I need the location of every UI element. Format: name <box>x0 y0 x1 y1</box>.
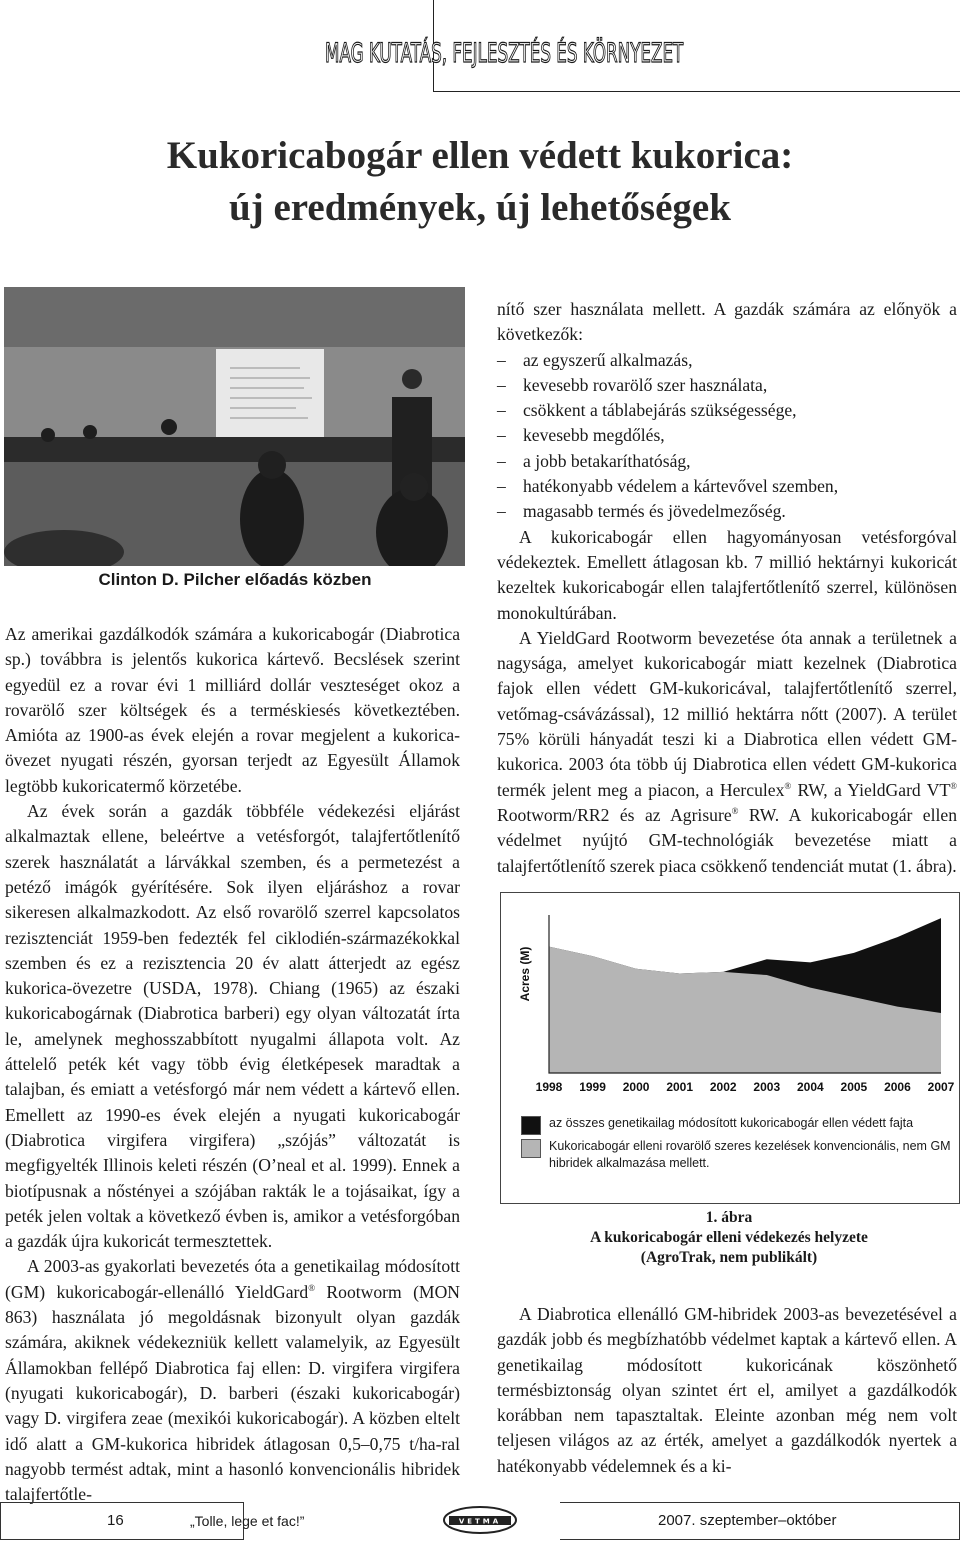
issue-date: 2007. szeptember–október <box>560 1502 960 1540</box>
area-chart <box>501 893 959 1108</box>
figure-number: 1. ábra <box>705 1209 753 1226</box>
list-item: – magasabb termés és jövedelmezőség. <box>497 499 957 524</box>
article-title <box>100 130 860 234</box>
list-item: – az egyszerű alkalmazás, <box>497 348 957 373</box>
x-tick-label: 2005 <box>840 1080 868 1094</box>
figure-caption <box>500 1208 958 1268</box>
article-title-line1: Kukoricabogár ellen védett kukorica: <box>166 134 794 177</box>
right-column <box>497 297 957 879</box>
benefits-list <box>497 348 957 525</box>
legend-label-gm: az összes genetikailag módosított kukoricabogár ellen védett fajta <box>549 1116 914 1130</box>
registered-mark: ® <box>950 780 957 791</box>
list-item: – a jobb betakaríthatóság, <box>497 449 957 474</box>
list-item: – hatékonyabb védelem a kártevővel szemben, <box>497 474 957 499</box>
x-tick-label: 2007 <box>927 1080 955 1094</box>
legend-entry-gm <box>521 1115 951 1132</box>
left-paragraph-2: Az évek során a gazdák többféle védekezési eljárást alkalmaztak ellene, beleértve a vetésforgót, talajfertőtlenítő szerek használatát a lárvákkal szemben, és a permetezést a petéző imágók gyérítésére. Sok ilyen eljáráshoz a rovar sikeresen alkalmazkodott. Az első rovarölő szerrel kapcsolatos rezisztenciát 1959-ben fedezték fel ciklodién-származékokkal szemben és ez a rezisztencia 20 év alatt átterjedt az egész kukorica-övezetre (USDA, 1978). Chiang (1965) az északi kukoricabogárnak (Diabrotica barberi) egy olyan változatát írta le, amelynek meghosszabbított nyugalmi állapota volt. Az áttelelő peték két vagy több évig életképesek maradtak a talajban, és emiatt a vetésforgó már nem védett a kártevő ellen. Emellett az 1990-es évek elején a nyugati kukoricabogár (Diabrotica virgifera virgifera) „szójás” változatát is megfigyelték Illinois keleti részén (O’neal et al. 1999). Ennek a biotípusnak a nőstényei a szójában rakták le a tojásaikat, így a peték jelen voltak a következő évben is, amikor a vetésforgóban a gazdák újra kukoricát termesztettek. <box>5 801 460 1252</box>
x-tick-label: 2003 <box>753 1080 781 1094</box>
x-tick-label: 2004 <box>796 1080 824 1094</box>
x-tick-label: 2001 <box>666 1080 694 1094</box>
right-bottom-text <box>497 1302 957 1479</box>
x-tick-label: 2002 <box>709 1080 737 1094</box>
right-paragraph-2: A kukoricabogár ellen hagyományosan vetésforgóval védekeztek. Emellett átlagosan kb. 7 millió hektárnyi kukoricát kezeltek kukoricabogár ellen talajfertőtlenítő szerrel, különösen monokultúrában. <box>497 526 957 623</box>
photo-caption: Clinton D. Pilcher előadás közben <box>98 570 372 589</box>
chart-figure <box>500 892 960 1204</box>
article-title-line2: új eredmények, új lehetőségek <box>229 186 731 229</box>
y-axis-label: Acres (M) <box>518 946 532 1002</box>
chart-legend <box>521 1115 951 1178</box>
header-horizontal-rule <box>433 91 960 92</box>
section-tag: MAG KUTATÁS, FEJLESZTÉS ÉS KÖRNYEZET <box>325 38 684 69</box>
left-paragraph-1: Az amerikai gazdálkodók számára a kukoricabogár (Diabrotica sp.) továbbra is jelentős kukorica kártevő. Becslések szerint egyedül ez a rovar évi 1 milliárd dollár veszteséget okoz a rovarölő szer költségek és a terméskiesés következtében. Amióta az 1900-as évek elején a rovar megjelent a kukorica-övezet nyugati részén, gyorsan terjedt az Egyesült Államok legtöbb kukoricatermő körzetébe. <box>5 624 460 796</box>
list-item: – csökkent a táblabejárás szükségessége, <box>497 398 957 423</box>
logo-text: VETMA <box>458 1517 502 1526</box>
right-paragraph-4: A Diabrotica ellenálló GM-hibridek 2003-as bevezetésével a gazdák jobb és megbízhatóbb védelmet kaptak a kártevő ellen. A genetikailag módosított kukoricának köszönhető termésbiztonság olyan szintet ért el, amilyet a gazdálkodók korábban nem tapasztaltak. Eleinte azonban még nem volt teljesen világos az az érték, amelyet a gazdálkodók nyertek a hatékonyabb védelemnek és a ki- <box>497 1304 957 1476</box>
x-tick-label: 2006 <box>884 1080 911 1094</box>
page-footer <box>0 1502 960 1542</box>
left-paragraph-3b: Rootworm (MON 863) használata jó megoldásnak bizonyult olyan gazdák számára, akiknek védekezniük kellett valamelyik, az Egyesült Államokban fellépő Diabrotica faj ellen: D. virgifera virgifera (nyugati kukoricabogár), D. barberi (északi kukoricabogár) vagy D. virgifera zeae (mexikói kukoricabogár). A közben eltelt idő alatt a GM-kukorica hibridek átlagosan 0,5–0,75 t/ha-ral nagyobb termést adtak, mint a hasonló konvencionális hibridek talajfertőtle- <box>5 1281 460 1505</box>
legend-entry-insecticide <box>521 1138 951 1172</box>
x-tick-label: 1999 <box>579 1080 606 1094</box>
list-item: – kevesebb rovarölő szer használata, <box>497 373 957 398</box>
legend-label-insecticide: Kukoricabogár elleni rovarölő szeres kezelések konvencionális, nem GM hibridek alkalmazása mellett. <box>549 1139 951 1170</box>
right-paragraph-3 <box>497 626 957 879</box>
vetma-logo <box>425 1502 535 1540</box>
lecture-photo <box>4 287 465 566</box>
x-tick-label: 1998 <box>535 1080 563 1094</box>
figure-source: (AgroTrak, nem publikált) <box>640 1249 818 1266</box>
registered-mark: ® <box>784 780 792 791</box>
registered-mark: ® <box>308 1282 316 1293</box>
legend-swatch-insecticide <box>521 1139 541 1158</box>
left-column <box>5 622 460 1507</box>
right-paragraph-3a: A YieldGard Rootworm bevezetése óta annak a területnek a nagysága, amelyet kukoricabogár miatt kezelnek (Diabrotica fajok ellen védett GM-kukoricával, talajfertőtlenítő szerrel, vetőmag-csávázással), 12 millió hektárra nőtt (2007). A terület 75% körüli hányadát teszi ki a Diabrotica ellen védett GM-kukorica. 2003 óta több új Diabrotica ellen védett GM-kukorica termék jelent meg a piacon, a Herculex <box>497 627 957 800</box>
list-item: – kevesebb megdőlés, <box>497 423 957 448</box>
right-paragraph-3d: RW. A kukoricabogár ellen védelmet nyújtó GM-technológiák bevezetése miatt a talajfertőtlenítő szerek piaca csökkenő tendenciát mutat (1. ábra). <box>497 804 958 876</box>
x-tick-label: 2000 <box>622 1080 650 1094</box>
right-paragraph-3b: RW, a YieldGard VT <box>791 779 951 800</box>
registered-mark: ® <box>731 806 739 817</box>
figure-title: A kukoricabogár elleni védekezés helyzete <box>590 1229 868 1246</box>
right-paragraph-3c: Rootworm/RR2 és az Agrisure <box>497 804 732 825</box>
page-number: 16 <box>0 1502 244 1540</box>
right-paragraph-1: nítő szer használata mellett. A gazdák számára az előnyök a következők: <box>497 299 957 345</box>
left-paragraph-3a: A 2003-as gyakorlati bevezetés óta a genetikailag módosított (GM) kukoricabogár-ellenálló YieldGard <box>5 1256 460 1302</box>
left-paragraph-3 <box>5 1254 460 1507</box>
journal-motto: „Tolle, lege et fac!” <box>190 1513 305 1529</box>
legend-swatch-gm <box>521 1116 541 1135</box>
